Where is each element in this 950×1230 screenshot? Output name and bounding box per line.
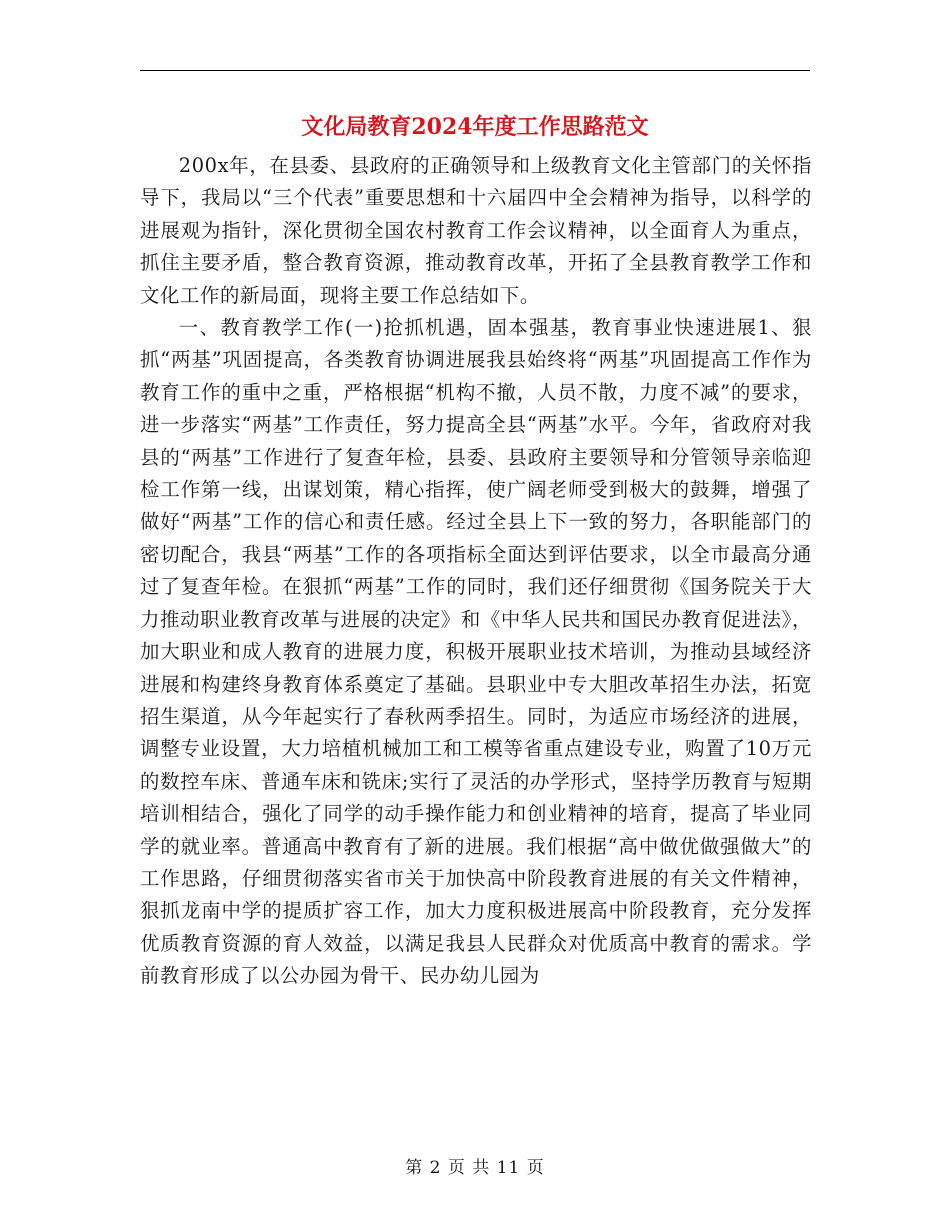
body-paragraph-section-one: 一、教育教学工作(一)抢抓机遇，固本强基，教育事业快速进展1、狠抓“两基”巩固提高，各类教育协调进展我县始终将“两基”巩固提高工作作为教育工作的重中之重，严格根据“机构不撤，人员不散，力度不减”的要求，进一步落实“两基”工作责任，努力提高全县“两基”水平。今年，省政府对我县的“两基”工作进行了复查年检，县委、县政府主要领导和分管领导亲临迎检工作第一线，出谋划策，精心指挥，使广阔老师受到极大的鼓舞，增强了做好“两基”工作的信心和责任感。经过全县上下一致的努力，各职能部门的密切配合，我县“两基”工作的各项指标全面达到评估要求，以全市最高分通过了复查年检。在狠抓“两基”工作的同时，我们还仔细贯彻《国务院关于大力推动职业教育改革与进展的决定》和《中华人民共和国民办教育促进法》，加大职业和成人教育的进展力度，积极开展职业技术培训，为推动县域经济进展和构建终身教育体系奠定了基础。县职业中专大胆改革招生办法，拓宽招生渠道，从今年起实行了春秋两季招生。同时，为适应市场经济的进展，调整专业设置，大力培植机械加工和工模等省重点建设专业，购置了10万元的数控车床、普通车床和铣床;实行了灵活的办学形式，坚持学历教育与短期培训相结合，强化了同学的动手操作能力和创业精神的培育，提高了毕业同学的就业率。普通高中教育有了新的进展。我们根据“高中做优做强做大”的工作思路，仔细贯彻落实省市关于加快高中阶段教育进展的有关文件精神，狠抓龙南中学的提质扩容工作，加大力度积极进展高中阶段教育，充分发挥优质教育资源的育人效益，以满足我县人民群众对优质高中教育的需求。学前教育形成了以公办园为骨干、民办幼儿园为: [140, 316, 812, 988]
body-paragraph-intro: 200x年，在县委、县政府的正确领导和上级教育文化主管部门的关怀指导下，我局以“三个代表”重要思想和十六届四中全会精神为指导，以科学的进展观为指针，深化贯彻全国农村教育工作会议精神，以全面育人为重点，抓住主要矛盾，整合教育资源，推动教育改革，开拓了全县教育教学工作和文化工作的新局面，现将主要工作总结如下。: [140, 154, 812, 307]
header-rule: [140, 70, 810, 71]
document-title: 文化局教育2024年度工作思路范文: [301, 114, 649, 140]
document-body: [140, 150, 812, 993]
page-footer: 第 2 页 共 11 页: [405, 1158, 545, 1178]
